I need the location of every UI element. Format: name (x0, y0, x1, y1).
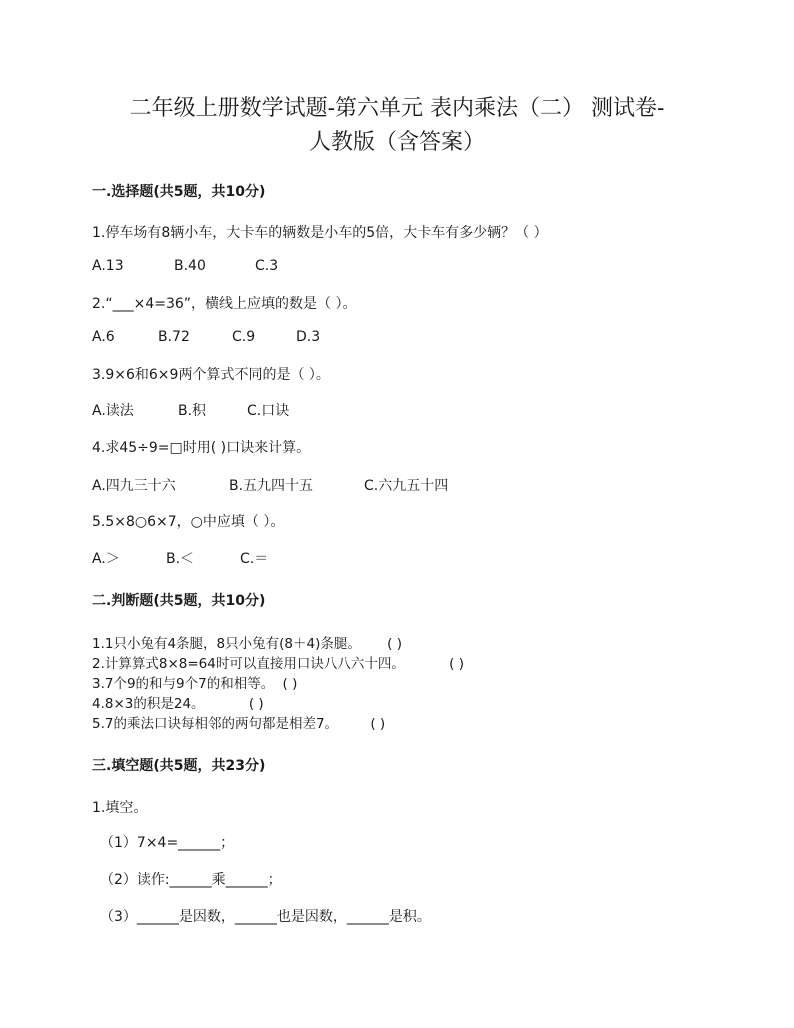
option: C.＝ (240, 551, 269, 567)
question-stem: 3.9×6和6×9两个算式不同的是（ ）。 (92, 367, 330, 383)
question-stem: 1.停车场有8辆小车，大卡车的辆数是小车的5倍，大卡车有多少辆？（ ） (92, 225, 548, 241)
judge-text: 2.计算算式8×8=64时可以直接用口诀八八六十四。 (92, 656, 405, 672)
option: B.＜ (166, 551, 195, 567)
question-stem: 2.“___×4=36”，横线上应填的数是（ ）。 (92, 296, 357, 312)
option: B.积 (178, 403, 207, 419)
title-line-2: 人教版（含答案） (308, 130, 485, 155)
option: C.3 (255, 258, 279, 274)
fill-subquestion: （2）读作:______乘______； (100, 872, 282, 888)
title-line-1: 二年级上册数学试题-第六单元 表内乘法（二） 测试卷- (129, 96, 665, 121)
option: B.72 (158, 329, 190, 345)
judge-item (92, 672, 297, 692)
answer-paren: ( ) (370, 716, 386, 732)
page-title (60, 92, 734, 160)
question-stem: 5.5×8○6×7，○中应填（ ）。 (92, 514, 285, 530)
option: A.读法 (92, 403, 134, 419)
option: A.6 (92, 329, 115, 345)
judge-item (92, 652, 464, 672)
option: B.40 (174, 258, 206, 274)
question-stem: 1.填空。 (92, 800, 148, 816)
judge-text: 3.7个9的和与9个7的和相等。 (92, 676, 275, 692)
option: A.13 (92, 258, 124, 274)
section-heading-choice: 一.选择题(共5题，共10分) (92, 184, 266, 200)
judge-text: 1.1只小兔有4条腿，8只小兔有(8＋4)条腿。 (92, 636, 361, 652)
option: C.9 (232, 329, 256, 345)
answer-paren: ( ) (449, 656, 464, 672)
answer-paren: ( ) (387, 636, 402, 652)
option: A.＞ (92, 551, 120, 567)
fill-subquestion: （1）7×4=______； (100, 835, 235, 851)
answer-paren: ( ) (282, 676, 298, 692)
answer-paren: ( ) (248, 696, 264, 712)
judge-item (92, 632, 402, 652)
judge-text: 4.8×3的积是24。 (92, 696, 205, 712)
question-stem: 4.求45÷9=□时用( )口诀来计算。 (92, 440, 311, 456)
section-heading-fill: 三.填空题(共5题，共23分) (92, 758, 266, 774)
option: C.口诀 (247, 403, 290, 419)
section-heading-judge: 二.判断题(共5题，共10分) (92, 593, 266, 609)
option: C.六九五十四 (364, 478, 449, 494)
option: D.3 (296, 329, 321, 345)
judge-item (92, 692, 264, 712)
fill-subquestion: （3）______是因数，______也是因数，______是积。 (100, 909, 431, 925)
judge-item (92, 712, 385, 732)
judge-text: 5.7的乘法口诀每相邻的两句都是相差7。 (92, 716, 339, 732)
option: A.四九三十六 (92, 478, 176, 494)
option: B.五九四十五 (229, 478, 314, 494)
